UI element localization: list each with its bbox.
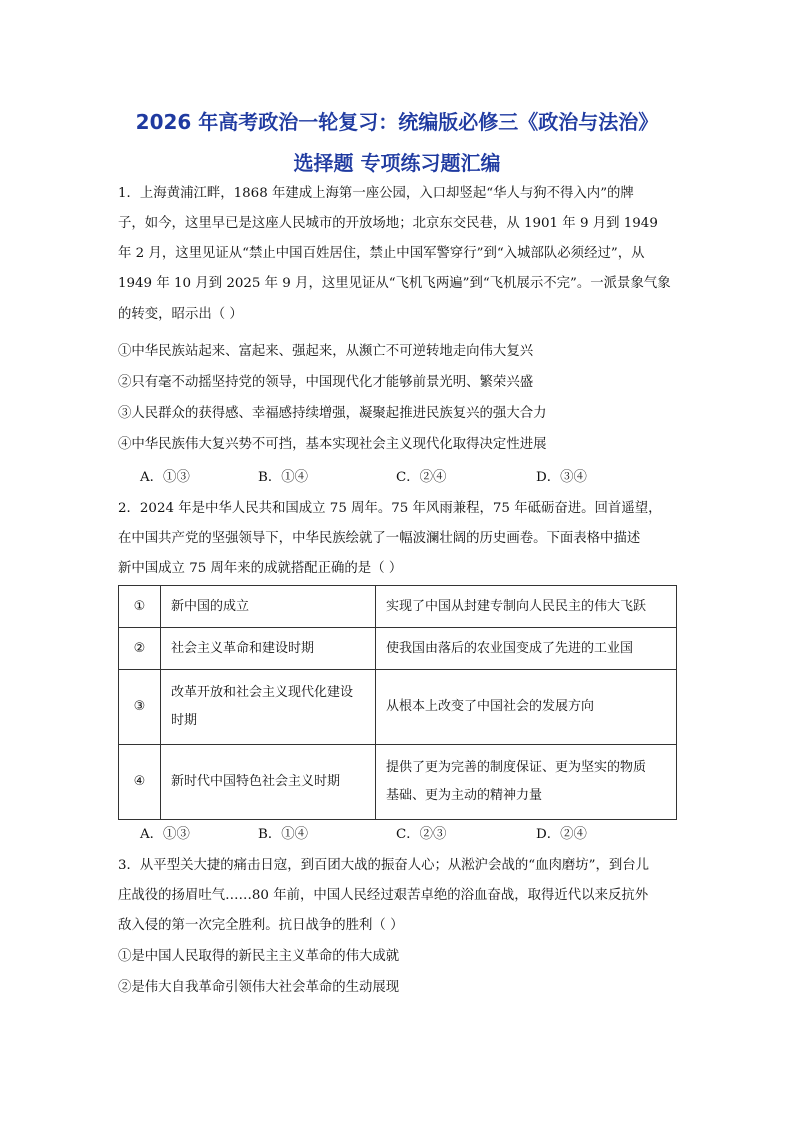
statement: ②是伟大自我革命引领伟大社会革命的生动展现 [118,980,400,995]
option-b[interactable]: B．①④ [258,827,309,842]
question-stem-line: 的转变，昭示出（ ） [118,307,243,322]
question-stem-line: 在中国共产党的坚强领导下，中华民族绘就了一幅波澜壮阔的历史画卷。下面表格中描述 [118,531,641,546]
option-a[interactable]: A．①③ [140,827,190,842]
statement: ④中华民族伟大复兴势不可挡，基本实现社会主义现代化取得决定性进展 [118,437,547,452]
option-b[interactable]: B．①④ [258,470,309,485]
period-cell: 新中国的成立 [161,586,376,628]
question-stem-line: 新中国成立 75 周年来的成就搭配正确的是（ ） [118,561,403,576]
achievement-cell: 提供了更为完善的制度保证、更为坚实的物质 基础、更为主动的精神力量 [376,745,677,820]
period-cell: 新时代中国特色社会主义时期 [161,745,376,820]
document-title: 2026 年高考政治一轮复习：统编版必修三《政治与法治》 [135,110,659,134]
row-number: ② [119,628,161,670]
question-stem-line: 1949 年 10 月到 2025 年 9 月，这里见证从“飞机飞两遍”到“飞机展示不完”。一派景象气象 [118,276,671,291]
question-stem-line: 庄战役的扬眉吐气……80 年前，中国人民经过艰苦卓绝的浴血奋战，取得近代以来反抗外 [118,888,649,903]
option-d[interactable]: D．②④ [536,827,587,842]
statement: ①是中国人民取得的新民主主义革命的伟大成就 [118,949,400,964]
statement: ③人民群众的获得感、幸福感持续增强，凝聚起推进民族复兴的强大合力 [118,406,547,421]
achievement-cell: 实现了中国从封建专制向人民民主的伟大飞跃 [376,586,677,628]
table-row [119,670,677,745]
question-stem-line: 3．从平型关大捷的痛击日寇，到百团大战的振奋人心；从淞沪会战的“血肉磨坊”，到台儿 [118,858,650,873]
achievement-table [118,585,677,820]
question-stem-line: 2．2024 年是中华人民共和国成立 75 周年。75 年风雨兼程，75 年砥砺奋进。回首遥望， [118,501,662,516]
question-stem-line: 敌入侵的第一次完全胜利。抗日战争的胜利（ ） [118,918,404,933]
period-cell: 社会主义革命和建设时期 [161,628,376,670]
period-cell: 改革开放和社会主义现代化建设 时期 [161,670,376,745]
table-row [119,586,677,628]
statement: ②只有毫不动摇坚持党的领导，中国现代化才能够前景光明、繁荣兴盛 [118,375,534,390]
answer-options [140,823,660,843]
question-stem-line: 子，如今，这里早已是这座人民城市的开放场地；北京东交民巷，从 1901 年 9 月到 1949 [118,216,658,231]
row-number: ① [119,586,161,628]
option-c[interactable]: C．②③ [396,827,447,842]
statement: ①中华民族站起来、富起来、强起来，从濒亡不可逆转地走向伟大复兴 [118,344,534,359]
table-row [119,745,677,820]
option-d[interactable]: D．③④ [536,470,587,485]
question-stem-line: 1．上海黄浦江畔，1868 年建成上海第一座公园，入口却竖起“华人与狗不得入内”的牌 [118,186,634,201]
option-a[interactable]: A．①③ [140,470,190,485]
achievement-cell: 从根本上改变了中国社会的发展方向 [376,670,677,745]
row-number: ③ [119,670,161,745]
option-c[interactable]: C．②④ [396,470,447,485]
document-subtitle: 选择题 专项练习题汇编 [293,151,501,175]
answer-options [140,466,660,486]
row-number: ④ [119,745,161,820]
achievement-cell: 使我国由落后的农业国变成了先进的工业国 [376,628,677,670]
question-stem-line: 年 2 月，这里见证从“禁止中国百姓居住，禁止中国军警穿行”到“入城部队必须经过”，从 [118,246,645,261]
table-row [119,628,677,670]
